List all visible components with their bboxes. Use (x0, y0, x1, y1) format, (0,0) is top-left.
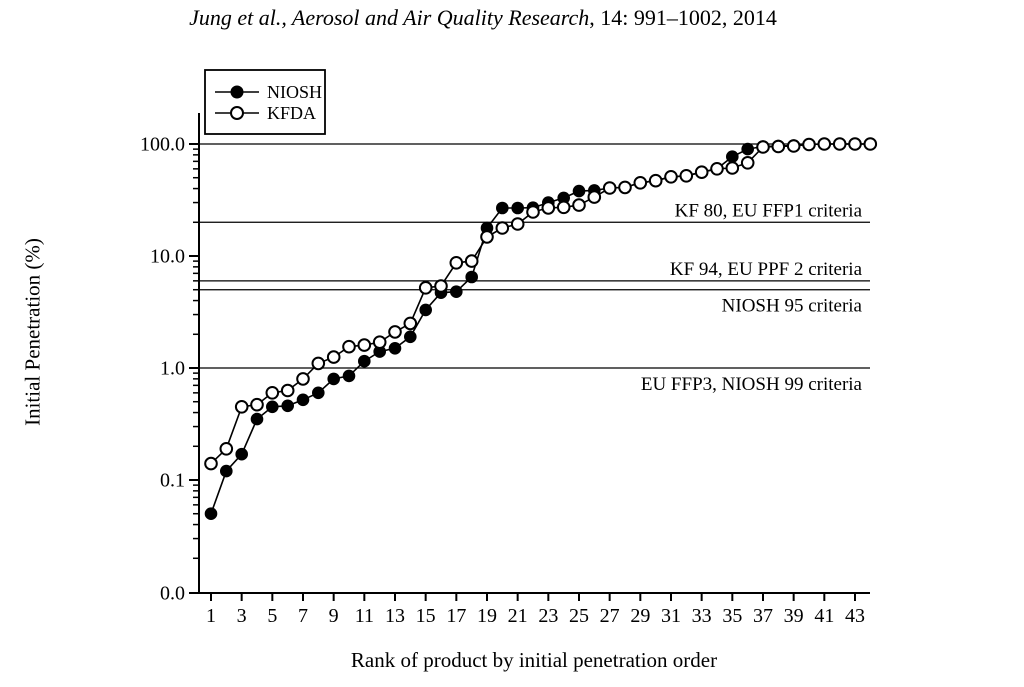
data-point-kfda (359, 339, 371, 351)
x-tick-label: 7 (297, 605, 308, 627)
data-point-kfda (236, 401, 248, 413)
data-point-kfda (604, 182, 616, 194)
data-point-niosh (359, 355, 371, 367)
data-point-niosh (466, 271, 478, 283)
x-tick-label: 23 (538, 605, 559, 627)
y-tick-label: 100.0 (140, 133, 185, 156)
data-point-niosh (236, 448, 248, 460)
x-tick-label: 35 (722, 605, 743, 627)
data-point-niosh (389, 343, 401, 355)
data-point-kfda (374, 336, 386, 348)
data-point-kfda (343, 341, 355, 353)
data-point-kfda (527, 206, 539, 218)
x-tick-label: 5 (267, 605, 278, 627)
data-point-niosh (343, 370, 355, 382)
data-point-kfda (267, 387, 279, 399)
data-point-kfda (512, 218, 524, 230)
data-point-kfda (742, 157, 754, 169)
data-point-kfda (282, 385, 294, 397)
data-point-kfda (696, 166, 708, 178)
y-tick-label: 1.0 (160, 357, 185, 380)
data-point-kfda (389, 326, 401, 338)
data-point-kfda (543, 202, 555, 214)
x-axis-title: Rank of product by initial penetration order (350, 648, 718, 672)
axes-group (140, 113, 870, 627)
x-tick-label: 29 (630, 605, 651, 627)
data-point-niosh (420, 304, 432, 316)
reference-line-label: NIOSH 95 criteria (721, 295, 862, 317)
legend-box (205, 70, 325, 134)
data-point-kfda (773, 141, 785, 153)
legend-label-kfda: KFDA (267, 103, 317, 123)
series-niosh (205, 138, 876, 519)
x-tick-label: 13 (384, 605, 405, 627)
data-point-kfda (251, 399, 263, 411)
data-point-niosh (742, 143, 754, 155)
data-point-kfda (558, 202, 570, 214)
data-point-kfda (405, 318, 417, 330)
data-point-kfda (635, 177, 647, 189)
y-tick-label: 0.1 (160, 469, 185, 492)
legend-label-niosh: NIOSH (267, 82, 323, 102)
data-point-kfda (865, 138, 877, 150)
data-point-kfda (435, 280, 447, 292)
data-point-niosh (328, 373, 340, 385)
data-point-niosh (251, 413, 263, 425)
x-tick-label: 9 (328, 605, 339, 627)
data-point-kfda (497, 222, 509, 234)
x-tick-label: 41 (814, 605, 835, 627)
data-point-kfda (619, 182, 631, 194)
data-point-niosh (267, 401, 279, 413)
data-point-kfda (205, 458, 217, 470)
data-point-niosh (497, 202, 509, 214)
data-point-niosh (313, 387, 325, 399)
data-point-kfda (481, 231, 493, 243)
y-tick-label: 10.0 (150, 245, 185, 268)
x-tick-label: 3 (236, 605, 247, 627)
data-point-kfda (834, 138, 846, 150)
data-point-niosh (727, 151, 739, 163)
legend-marker-filled-circle-icon (231, 86, 243, 98)
data-point-kfda (573, 199, 585, 211)
data-point-kfda (788, 140, 800, 152)
y-axis-title: Initial Penetration (%) (20, 238, 45, 426)
data-point-kfda (451, 257, 463, 269)
x-tick-label: 27 (599, 605, 620, 627)
legend (205, 70, 325, 134)
data-point-niosh (512, 202, 524, 214)
figure-citation-italic: Jung et al., Aerosol and Air Quality Research (189, 5, 590, 30)
data-point-kfda (650, 175, 662, 187)
x-tick-label: 19 (476, 605, 497, 627)
data-point-niosh (282, 400, 294, 412)
data-point-kfda (589, 191, 601, 203)
reference-line-label: KF 94, EU PPF 2 criteria (669, 258, 862, 280)
x-tick-label: 15 (415, 605, 436, 627)
legend-marker-open-circle-icon (231, 107, 243, 119)
x-tick-label: 43 (844, 605, 865, 627)
x-tick-label: 1 (206, 605, 216, 627)
data-point-kfda (727, 162, 739, 174)
x-tick-label: 25 (568, 605, 589, 627)
data-point-kfda (711, 163, 723, 175)
x-tick-label: 39 (783, 605, 804, 627)
reference-lines-group (199, 144, 870, 395)
data-point-kfda (819, 138, 831, 150)
data-point-kfda (221, 443, 233, 455)
data-point-kfda (849, 138, 861, 150)
data-point-niosh (451, 286, 463, 298)
data-point-kfda (297, 373, 309, 385)
data-point-kfda (313, 358, 325, 370)
x-tick-label: 37 (752, 605, 773, 627)
data-point-niosh (205, 508, 217, 520)
figure-citation-title (189, 5, 777, 31)
reference-line-label: KF 80, EU FFP1 criteria (674, 200, 862, 222)
data-point-kfda (328, 351, 340, 363)
data-point-niosh (405, 331, 417, 343)
data-point-niosh (297, 394, 309, 406)
x-tick-label: 21 (507, 605, 528, 627)
data-point-niosh (221, 465, 233, 477)
x-tick-label: 17 (446, 605, 467, 627)
x-tick-label: 11 (354, 605, 374, 627)
y-tick-label: 0.0 (160, 582, 185, 605)
data-point-kfda (420, 282, 432, 294)
data-point-kfda (466, 255, 478, 267)
data-point-kfda (665, 171, 677, 183)
reference-line-label: EU FFP3, NIOSH 99 criteria (640, 374, 862, 395)
x-tick-label: 33 (691, 605, 712, 627)
data-point-kfda (803, 139, 815, 151)
x-tick-label: 31 (660, 605, 681, 627)
figure-citation-plain: , 14: 991–1002, 2014 (589, 5, 777, 30)
data-point-kfda (757, 141, 769, 153)
data-point-kfda (681, 170, 693, 182)
data-point-niosh (573, 185, 585, 197)
